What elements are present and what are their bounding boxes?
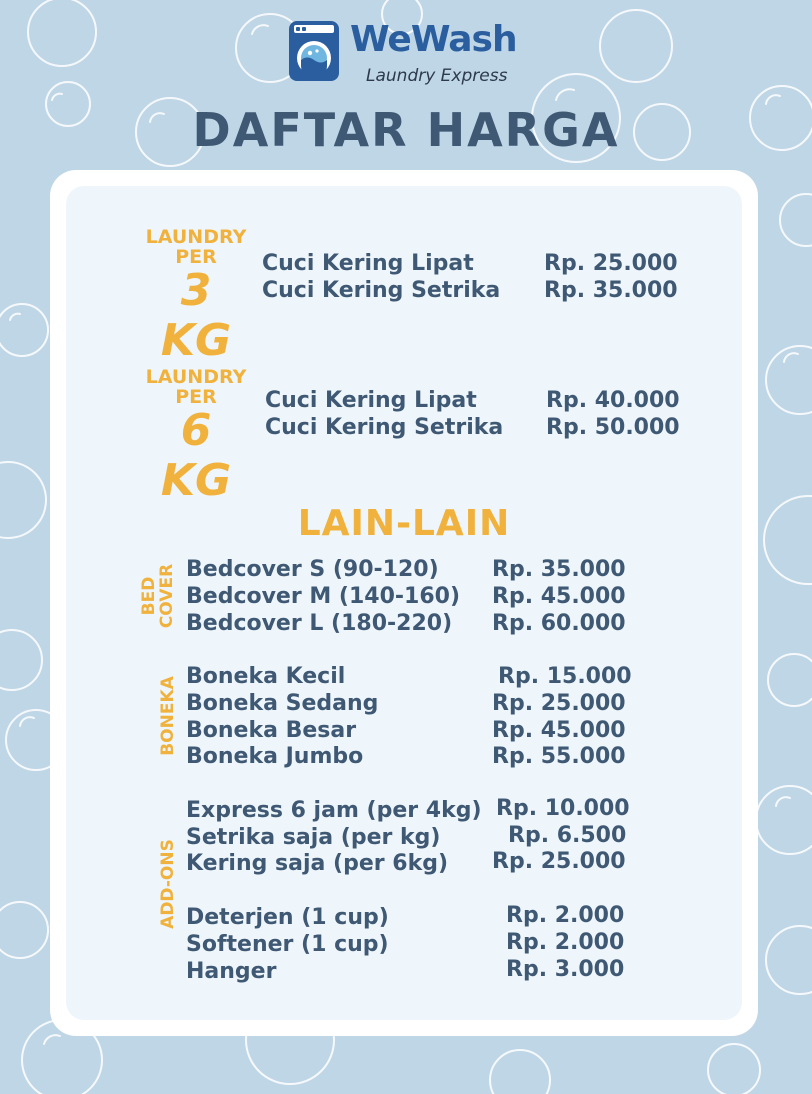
bubble-icon (780, 194, 812, 246)
service-name: Cuci Kering Lipat (265, 388, 477, 413)
item-name: Softener (1 cup) (186, 932, 389, 957)
category-label-line1: ADD-ONS (158, 839, 178, 929)
bubble-icon (766, 926, 812, 994)
item-name: Setrika saja (per kg) (186, 825, 441, 850)
bubble-icon (766, 346, 812, 414)
service-name: Cuci Kering Lipat (262, 251, 474, 276)
bubble-icon (0, 902, 48, 958)
service-name: Cuci Kering Setrika (262, 278, 501, 303)
brand-name: WeWash (350, 19, 517, 60)
bubble-icon (756, 786, 812, 854)
item-name: Bedcover M (140-160) (186, 584, 461, 609)
section-heading: LAIN-LAIN (297, 503, 511, 544)
item-price: Rp. 55.000 (492, 744, 626, 769)
page-title: DAFTAR HARGA (192, 103, 620, 157)
item-name: Bedcover S (90-120) (186, 557, 439, 582)
bubble-icon (490, 1050, 550, 1094)
bubble-icon (768, 654, 812, 706)
item-name: Boneka Sedang (186, 691, 379, 716)
package-label-line1: LAUNDRY (145, 226, 247, 248)
category-label-line1: BED (139, 576, 159, 616)
bubble-icon (0, 630, 42, 690)
item-name: Hanger (186, 959, 277, 984)
item-price: Rp. 60.000 (492, 611, 626, 636)
package-label-line1: LAUNDRY (145, 366, 247, 388)
item-price: Rp. 45.000 (492, 584, 626, 609)
service-price: Rp. 40.000 (546, 388, 680, 413)
service-price: Rp. 50.000 (546, 415, 680, 440)
package-label-line2: PER (175, 386, 217, 408)
bubble-icon (0, 462, 46, 538)
brand-tagline: Laundry Express (366, 66, 508, 86)
item-price: Rp. 35.000 (492, 557, 626, 582)
category-label-line2: COVER (157, 563, 177, 629)
item-price: Rp. 10.000 (496, 796, 630, 821)
item-name: Boneka Jumbo (186, 744, 364, 769)
category-label-addons (159, 839, 177, 929)
item-price: Rp. 6.500 (508, 823, 627, 848)
package-label-line2: PER (175, 246, 217, 268)
package-weight: 6 KG (160, 405, 232, 506)
service-name: Cuci Kering Setrika (265, 415, 504, 440)
category-label-boneka (159, 676, 177, 756)
package-weight: 3 KG (160, 265, 232, 366)
bubble-icon (0, 304, 48, 356)
item-price: Rp. 15.000 (498, 664, 632, 689)
item-name: Express 6 jam (per 4kg) (186, 798, 482, 823)
item-price: Rp. 25.000 (492, 691, 626, 716)
item-price: Rp. 2.000 (506, 930, 625, 955)
item-name: Kering saja (per 6kg) (186, 851, 449, 876)
service-price: Rp. 35.000 (544, 278, 678, 303)
bubble-icon (708, 1044, 760, 1094)
item-name: Deterjen (1 cup) (186, 905, 389, 930)
service-price: Rp. 25.000 (544, 251, 678, 276)
item-price: Rp. 25.000 (492, 849, 626, 874)
bubble-icon (764, 496, 812, 584)
bubble-icon (600, 10, 672, 82)
item-name: Boneka Besar (186, 718, 357, 743)
item-name: Boneka Kecil (186, 664, 346, 689)
category-label-bedcover (140, 564, 176, 628)
item-price: Rp. 3.000 (506, 957, 625, 982)
item-name: Bedcover L (180-220) (186, 611, 453, 636)
washing-machine-icon (288, 20, 340, 82)
item-price: Rp. 45.000 (492, 718, 626, 743)
category-label-line1: BONEKA (158, 676, 178, 756)
item-price: Rp. 2.000 (506, 903, 625, 928)
bubble-icon (28, 0, 96, 66)
